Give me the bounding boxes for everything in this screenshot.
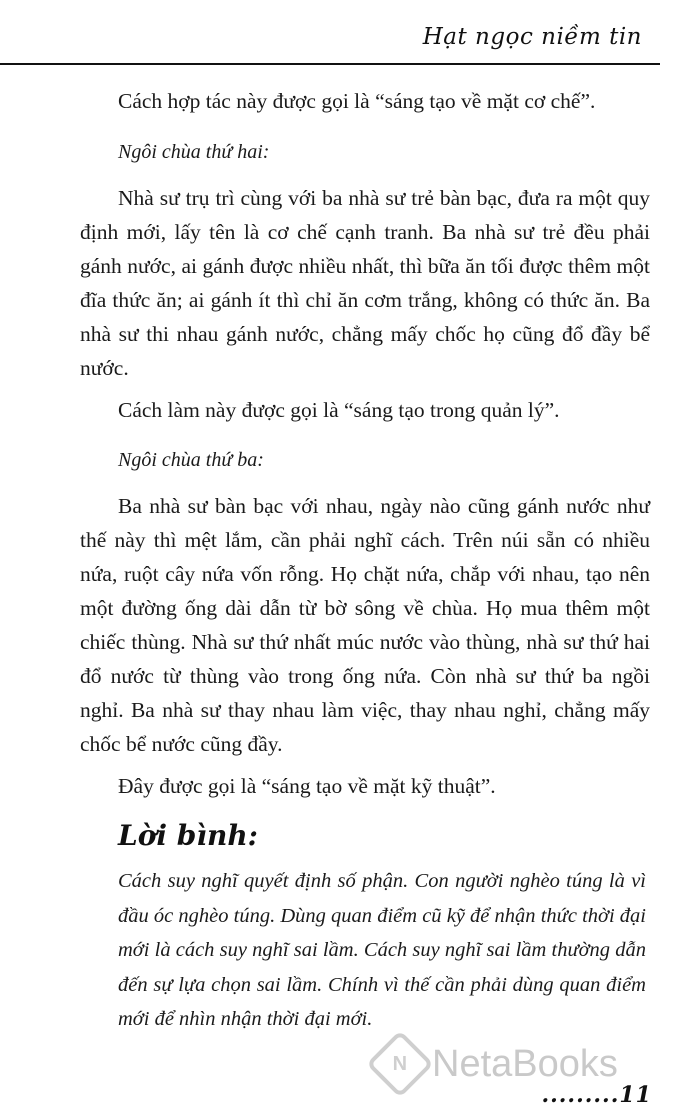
- subheading-third-temple: Ngôi chùa thứ ba:: [118, 449, 264, 471]
- paragraph-third-temple: Ba nhà sư bàn bạc với nhau, ngày nào cũng gánh nước như thế này thì mệt lắm, cần phải nghĩ cách. Trên núi sẵn có nhiều nứa, ruột cây nứa vốn rỗng. Họ chặt nứa, chắp với nhau, tạo nên một đường ống dài dẫn từ bờ sông về chùa. Họ mua thêm một chiếc thùng. Nhà sư thứ nhất múc nước vào thùng, nhà sư thứ hai đổ nước từ thùng vào trong ống nứa. Còn nhà sư thứ ba ngồi nghỉ. Ba nhà sư thay nhau làm việc, thay nhau nghỉ, chẳng mấy chốc bể nước cũng đầy.: [80, 494, 650, 756]
- watermark: [376, 1040, 618, 1088]
- logo-letter: N: [392, 1052, 408, 1075]
- paragraph-management: Cách làm này được gọi là “sáng tạo trong quản lý”.: [118, 398, 560, 422]
- running-header-title: Hạt ngọc niềm tin: [422, 24, 642, 50]
- page-content: [80, 84, 650, 1037]
- commentary-title: Lời bình:: [118, 819, 259, 852]
- commentary-text: Cách suy nghĩ quyết định số phận. Con người nghèo túng là vì đầu óc nghèo túng. Dùng quan điểm cũ kỹ để nhận thức thời đại mới là cách suy nghĩ sai lầm. Cách suy nghĩ sai lầm thường dẫn đến sự lựa chọn sai lầm. Chính vì thế cần phải dùng quan điểm mới để nhìn nhận thời đại mới.: [118, 870, 646, 1030]
- paragraph-mechanism: Cách hợp tác này được gọi là “sáng tạo về mặt cơ chế”.: [118, 89, 596, 113]
- watermark-text: NetaBooks: [432, 1042, 618, 1085]
- netabooks-logo-icon: [366, 1030, 434, 1098]
- paragraph-second-temple: Nhà sư trụ trì cùng với ba nhà sư trẻ bàn bạc, đưa ra một quy định mới, lấy tên là cơ chế cạnh tranh. Ba nhà sư trẻ đều phải gánh nước, ai gánh được nhiều nhất, thì bữa ăn tối được thêm một đĩa thức ăn; ai gánh ít thì chỉ ăn cơm trắng, không có thức ăn. Ba nhà sư thi nhau gánh nước, chẳng mấy chốc họ cũng đổ đầy bể nước.: [80, 186, 650, 380]
- page-number: .........11: [541, 1082, 652, 1108]
- header-rule: [0, 63, 660, 65]
- paragraph-technical: Đây được gọi là “sáng tạo về mặt kỹ thuật”.: [118, 774, 496, 798]
- subheading-second-temple: Ngôi chùa thứ hai:: [118, 141, 270, 163]
